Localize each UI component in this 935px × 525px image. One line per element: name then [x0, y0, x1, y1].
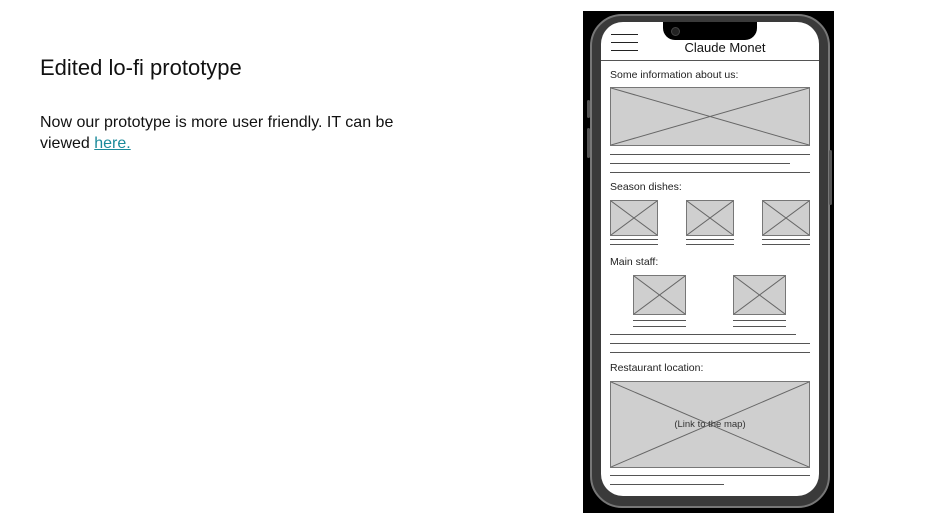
slide-description-text: Now our prototype is more user friendly. IT can be viewed [40, 114, 394, 152]
staff-caption-line [633, 320, 686, 321]
dish-image-placeholder-icon [762, 200, 810, 236]
dish-caption-line [762, 244, 810, 245]
staff-caption-line [633, 326, 686, 327]
phone-side-button-left-2 [587, 128, 590, 158]
season-dishes-label: Season dishes: [610, 181, 682, 193]
staff-caption-line [733, 320, 786, 321]
slide-description [40, 112, 440, 154]
slide-title: Edited lo-fi prototype [40, 55, 242, 80]
phone-side-button-left-1 [587, 100, 590, 118]
app-title: Claude Monet [684, 40, 766, 55]
prototype-link[interactable]: here. [94, 135, 131, 152]
about-text-line [610, 154, 810, 155]
front-camera [671, 27, 680, 36]
dish-image-placeholder-icon [686, 200, 734, 236]
staff-text-line [610, 334, 796, 335]
restaurant-location-label: Restaurant location: [610, 362, 704, 374]
about-label: Some information about us: [610, 69, 739, 81]
dish-image-placeholder-icon [610, 200, 658, 236]
about-text-line [610, 172, 810, 173]
about-text-line [610, 163, 790, 164]
dish-caption-line [762, 239, 810, 240]
about-image-placeholder-icon [610, 87, 810, 146]
map-link-text: (Link to the map) [674, 419, 746, 430]
location-text-line [610, 475, 810, 476]
staff-text-line [610, 343, 810, 344]
staff-image-placeholder-icon [733, 275, 786, 315]
dish-caption-line [686, 239, 734, 240]
staff-image-placeholder-icon [633, 275, 686, 315]
map-placeholder[interactable] [610, 381, 810, 468]
location-text-line [610, 484, 724, 485]
dish-caption-line [610, 239, 658, 240]
phone-screen [601, 22, 819, 496]
phone-side-button-right [829, 150, 832, 205]
phone-notch [663, 22, 757, 40]
dish-caption-line [686, 244, 734, 245]
dish-caption-line [610, 244, 658, 245]
header-divider [601, 60, 819, 61]
main-staff-label: Main staff: [610, 256, 659, 268]
staff-text-line [610, 352, 810, 353]
staff-caption-line [733, 326, 786, 327]
